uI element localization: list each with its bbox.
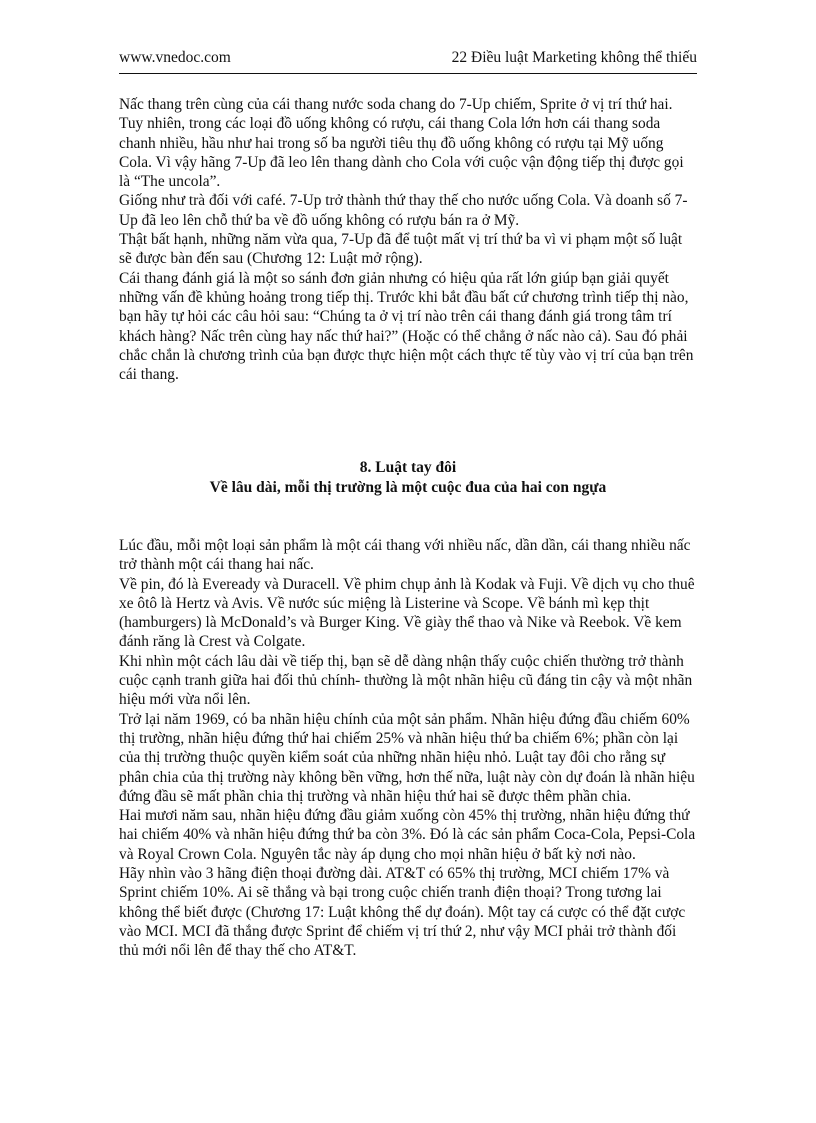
paragraph: Lúc đầu, mỗi một loại sản phẩm là một cái thang với nhiều nấc, dần dần, cái thang nhiều nấc trở thành một cái thang hai nấc.: [119, 537, 691, 574]
body-text-before-section: [119, 95, 697, 384]
paragraph: Trở lại năm 1969, có ba nhãn hiệu chính của một sản phẩm. Nhãn hiệu đứng đầu chiếm 60% thị trường, nhãn hiệu đứng thứ hai chiếm 25% và nhãn hiệu thứ ba chiếm 6%; phần còn lại của thị trường thuộc quyền kiểm soát của những nhãn hiệu nhỏ. Luật tay đôi cho rằng sự phân chia của thị trường này không bền vững, hơn thế nữa, luật này còn dự đoán là nhãn hiệu đứng đầu sẽ mất phần chia thị trường và nhãn hiệu thứ hai sẽ được thêm phần chia.: [119, 710, 695, 805]
header-book-title: 22 Điều luật Marketing không thể thiếu: [451, 49, 697, 66]
page-header: [119, 48, 697, 68]
paragraph: Hãy nhìn vào 3 hãng điện thoại đường dài. AT&T có 65% thị trường, MCI chiếm 17% và Sprint chiếm 10%. Ai sẽ thắng và bại trong cuộc chiến tranh điện thoại? Trong tương lai không thể biết được (Chương 17: Luật không thể dự đoán). Một tay cá cược có thể đặt cược vào MCI. MCI đã thắng được Sprint để chiếm vị trí thứ 2, như vậy MCI phải trở thành đối thủ mới nổi lên để thay thế cho AT&T.: [119, 865, 686, 960]
paragraph: Giống như trà đối với café. 7-Up trở thành thứ thay thế cho nước uống Cola. Và doanh số 7-Up đã leo lên chỗ thứ ba về đồ uống không có rượu bán ra ở Mỹ.: [119, 192, 688, 229]
section-title: 8. Luật tay đôi: [359, 459, 457, 476]
paragraph: Khi nhìn một cách lâu dài về tiếp thị, bạn sẽ dễ dàng nhận thấy cuộc chiến thường trở thành cuộc cạnh tranh giữa hai đối thủ chính- thường là một nhãn hiệu cũ đáng tin cậy và một nhãn hiệu mới vừa nổi lên.: [119, 652, 693, 709]
paragraph: Cái thang đánh giá là một so sánh đơn giản nhưng có hiệu qủa rất lớn giúp bạn giải quyết những vấn đề khủng hoảng trong tiếp thị. Trước khi bắt đầu bất cứ chương trình tiếp thị nào, bạn hãy tự hỏi các câu hỏi sau: “Chúng ta ở vị trí nào trên cái thang đánh giá trong tâm trí khách hàng? Nấc trên cùng hay nấc thứ hai?” (Hoặc có thể chẳng ở nấc nào cả). Sau đó phải chắc chắn là chương trình của bạn được thực hiện một cách thực tế tùy vào vị trí của bạn trên cái thang.: [119, 269, 694, 384]
paragraph: Nấc thang trên cùng của cái thang nước soda chang do 7-Up chiếm, Sprite ở vị trí thứ hai. Tuy nhiên, trong các loại đồ uống không có rượu, cái thang Cola lớn hơn cái thang soda chanh nhiều, hầu như hai trong số ba người tiêu thụ đồ uống không có rượu tại Mỹ uống Cola. Vì vậy hãng 7-Up đã leo lên thang dành cho Cola với cuộc vận động tiếp thị được gọi là “The uncola”.: [119, 96, 684, 191]
body-text-after-section: [119, 536, 697, 961]
section-heading: [119, 458, 697, 498]
header-divider: [119, 73, 697, 74]
header-site-url: www.vnedoc.com: [119, 49, 231, 66]
paragraph: Về pin, đó là Eveready và Duracell. Về phim chụp ảnh là Kodak và Fuji. Về dịch vụ cho thuê xe ôtô là Hertz và Avis. Về nước súc miệng là Listerine và Scope. Về bánh mì kẹp thịt (hamburgers) là McDonald’s và Burger King. Về giày thể thao và Nike và Reebok. Về kem đánh răng là Crest và Colgate.: [119, 575, 695, 651]
paragraph: Thật bất hạnh, những năm vừa qua, 7-Up đã để tuột mất vị trí thứ ba vì vi phạm một số luật sẽ được bàn đến sau (Chương 12: Luật mở rộng).: [119, 231, 683, 268]
paragraph: Hai mươi năm sau, nhãn hiệu đứng đầu giảm xuống còn 45% thị trường, nhãn hiệu đứng thứ hai chiếm 40% và nhãn hiệu đứng thứ ba còn 3%. Đó là các sản phẩm Coca-Cola, Pepsi-Cola và Royal Crown Cola. Nguyên tắc này áp dụng cho mọi nhãn hiệu ở bất kỳ nơi nào.: [119, 807, 696, 863]
section-subtitle: Về lâu dài, mỗi thị trường là một cuộc đua của hai con ngựa: [209, 479, 607, 496]
